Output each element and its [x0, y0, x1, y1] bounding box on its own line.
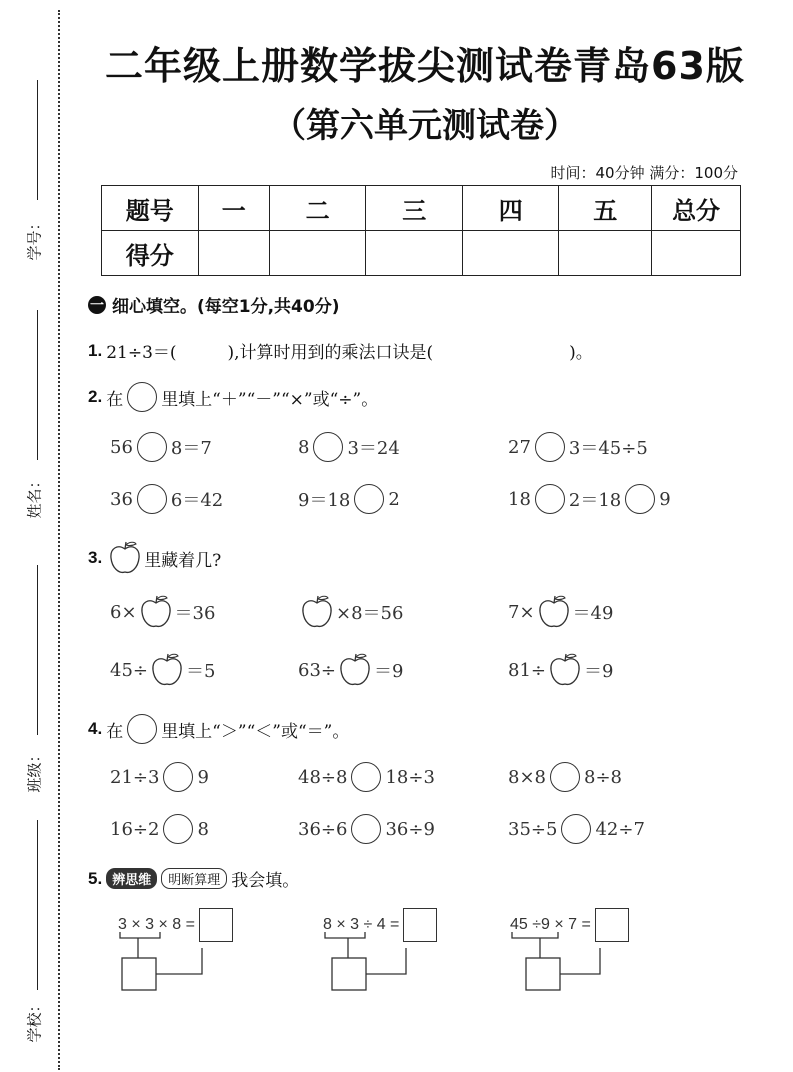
q4-item: [508, 762, 622, 792]
number-label: 学号：: [25, 215, 44, 261]
question-text-before: 在: [106, 721, 124, 742]
item-right: ＝9: [374, 661, 404, 682]
item-left: 48÷8: [298, 766, 348, 788]
section-heading: [88, 292, 339, 317]
item-left: 36: [110, 488, 133, 510]
score-header-cell: 四: [462, 186, 559, 231]
number-line: [37, 80, 38, 200]
item-left: 27: [508, 436, 531, 458]
score-header-row: [102, 186, 741, 231]
item-right: ×8＝56: [336, 603, 404, 624]
apple-icon[interactable]: [537, 594, 571, 630]
question-2: [88, 382, 378, 412]
circle-icon: [127, 382, 157, 412]
binding-margin: [0, 0, 60, 1072]
question-text: 21÷3＝( ),计算时用到的乘法口诀是( )。: [106, 343, 593, 363]
q4-item: [298, 814, 435, 844]
item-right: ＝5: [186, 661, 216, 682]
q4-item: [110, 762, 209, 792]
step-box: [526, 958, 560, 990]
question-5: [88, 866, 299, 891]
q2-item: [110, 484, 223, 514]
question-text-after: 里藏着几?: [144, 550, 222, 571]
item-right: 3＝45÷5: [568, 438, 648, 459]
expression: 3 × 3 × 8 =: [118, 916, 195, 933]
item-left: 8: [298, 436, 310, 458]
question-number: 4.: [88, 719, 103, 738]
item-right: 8＝7: [170, 438, 212, 459]
item-right: 8÷8: [584, 766, 622, 788]
answer-circle[interactable]: [550, 762, 580, 792]
q3-item: [298, 594, 403, 630]
diagram-2: [325, 932, 406, 990]
diagram-1: [120, 932, 202, 990]
q2-item: [110, 432, 212, 462]
item-left: 56: [110, 436, 133, 458]
score-header-cell: 总分: [652, 186, 741, 231]
q5-diagrams: [100, 930, 700, 1000]
answer-circle[interactable]: [137, 432, 167, 462]
score-header-cell: 二: [269, 186, 366, 231]
answer-circle[interactable]: [351, 762, 381, 792]
question-number: 5.: [88, 868, 103, 888]
item-left: 21÷3: [110, 766, 160, 788]
q3-item: [508, 652, 613, 688]
section-number-badge: 一: [90, 297, 104, 314]
q2-item: [298, 432, 400, 462]
apple-icon[interactable]: [300, 594, 334, 630]
score-header-cell: 题号: [102, 186, 199, 231]
answer-circle[interactable]: [561, 814, 591, 844]
expression: 8 × 3 ÷ 4 =: [323, 916, 400, 933]
diagram-3: [512, 932, 600, 990]
q2-item: [298, 484, 400, 514]
class-line: [37, 565, 38, 735]
question-3: [88, 540, 221, 576]
question-text-after: 我会填。: [231, 871, 300, 891]
item-right: 9: [659, 488, 671, 510]
question-4: [88, 714, 349, 744]
question-text-after: 里填上“＞”“＜”或“＝”。: [161, 721, 350, 742]
name-label: 姓名：: [25, 473, 44, 519]
score-cell[interactable]: [269, 231, 366, 276]
answer-circle[interactable]: [535, 484, 565, 514]
item-left: 16÷2: [110, 818, 160, 840]
score-header-cell: 一: [198, 186, 269, 231]
score-cell[interactable]: [559, 231, 652, 276]
answer-circle[interactable]: [625, 484, 655, 514]
answer-circle[interactable]: [163, 814, 193, 844]
class-label: 班级：: [25, 747, 44, 793]
item-right: 18÷3: [385, 766, 435, 788]
q3-item: [110, 594, 215, 630]
score-row: [102, 231, 741, 276]
page-title: 二年级上册数学拔尖测试卷青岛63版: [105, 44, 745, 88]
item-right: 9: [197, 766, 209, 788]
q3-item: [508, 594, 613, 630]
answer-circle[interactable]: [137, 484, 167, 514]
item-right: ＝9: [584, 661, 614, 682]
apple-icon[interactable]: [139, 594, 173, 630]
step-box: [122, 958, 156, 990]
score-cell[interactable]: [198, 231, 269, 276]
answer-circle[interactable]: [351, 814, 381, 844]
apple-icon[interactable]: [338, 652, 372, 688]
answer-circle[interactable]: [313, 432, 343, 462]
item-left: 18: [508, 488, 531, 510]
question-number: 2.: [88, 387, 103, 406]
apple-icon: [108, 540, 142, 576]
question-number: 1.: [88, 340, 103, 360]
item-left: 8×8: [508, 766, 546, 788]
q2-item: [508, 484, 671, 514]
name-line: [37, 310, 38, 460]
item-left: 36÷6: [298, 818, 348, 840]
item-right: 6＝42: [170, 490, 224, 511]
cut-line: [58, 10, 60, 1070]
apple-icon[interactable]: [548, 652, 582, 688]
section-label: 细心填空。(每空1分,共40分): [112, 297, 340, 317]
item-left: 81÷: [508, 659, 546, 681]
question-1: [88, 338, 593, 363]
item-right: ＝49: [572, 603, 614, 624]
item-right: ＝36: [174, 603, 216, 624]
score-header-cell: 五: [559, 186, 652, 231]
q4-item: [298, 762, 435, 792]
q4-item: [110, 814, 209, 844]
school-line: [37, 820, 38, 990]
reasoning-tag: 明断算理: [161, 868, 227, 889]
answer-circle[interactable]: [535, 432, 565, 462]
item-left: 7×: [508, 601, 535, 623]
item-right: 36÷9: [385, 818, 435, 840]
question-text-before: 在: [106, 389, 124, 410]
item-left: 63÷: [298, 659, 336, 681]
item-mid: 2＝18: [568, 490, 622, 511]
q3-item: [298, 652, 403, 688]
page-subtitle: （第六单元测试卷）: [272, 106, 578, 146]
score-header-cell: 三: [366, 186, 463, 231]
item-right: 8: [197, 818, 209, 840]
item-right: 42÷7: [595, 818, 645, 840]
item-right: 3＝24: [347, 438, 400, 459]
expression: 45 ÷9 × 7 =: [510, 916, 591, 933]
score-table: [101, 185, 741, 276]
q3-item: [110, 652, 215, 688]
q2-item: [508, 432, 648, 462]
answer-circle[interactable]: [163, 762, 193, 792]
answer-circle[interactable]: [354, 484, 384, 514]
score-cell[interactable]: [652, 231, 741, 276]
score-cell[interactable]: [462, 231, 559, 276]
thinking-tag: 辨思维: [106, 868, 157, 889]
school-label: 学校：: [25, 997, 44, 1043]
circle-icon: [127, 714, 157, 744]
item-right: 2: [388, 488, 400, 510]
question-number: 3.: [88, 548, 103, 567]
step-box: [332, 958, 366, 990]
item-left: 35÷5: [508, 818, 558, 840]
item-left: 45÷: [110, 659, 148, 681]
score-cell[interactable]: [366, 231, 463, 276]
score-row-label: 得分: [102, 231, 199, 276]
question-text-after: 里填上“＋”“－”“×”或“÷”。: [161, 389, 379, 410]
item-left: 9＝18: [298, 490, 351, 511]
item-left: 6×: [110, 601, 137, 623]
q4-item: [508, 814, 645, 844]
apple-icon[interactable]: [150, 652, 184, 688]
time-info: 时间：40分钟 满分：100分: [550, 164, 738, 182]
